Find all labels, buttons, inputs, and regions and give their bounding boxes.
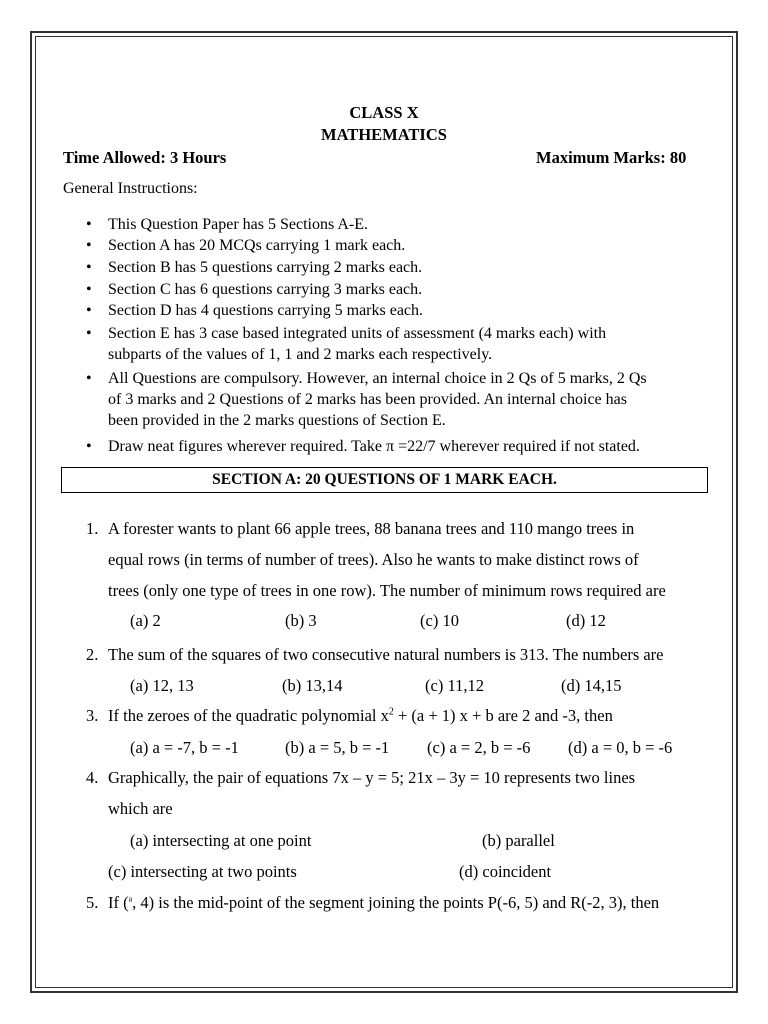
option-a: (a) 2 bbox=[130, 611, 161, 630]
maximum-marks: Maximum Marks: 80 bbox=[536, 148, 687, 167]
instruction-item: Draw neat figures wherever required. Take π =22/7 wherever required if not stated. bbox=[108, 438, 640, 455]
question-text: Graphically, the pair of equations 7x – y = 5; 21x – 3y = 10 represents two lines bbox=[108, 768, 636, 787]
instruction-item: Section D has 4 questions carrying 5 marks each. bbox=[108, 302, 424, 319]
instruction-item: Section E has 3 case based integrated units of assessment (4 marks each) with bbox=[108, 325, 607, 342]
bullet-icon: • bbox=[86, 438, 92, 455]
bullet-icon: • bbox=[86, 259, 92, 276]
section-a-heading: SECTION A: 20 QUESTIONS OF 1 MARK EACH. bbox=[61, 467, 708, 493]
bullet-icon: • bbox=[86, 237, 92, 254]
option-c: (c) 10 bbox=[420, 611, 459, 630]
question-text bbox=[108, 706, 613, 726]
question-text-end: , 4) is the mid-point of the segment joining the points P(-6, 5) and R(-2, 3), then bbox=[132, 893, 660, 912]
bullet-icon: • bbox=[86, 216, 92, 233]
class-title: CLASS X bbox=[349, 103, 419, 122]
instruction-item: All Questions are compulsory. However, an internal choice in 2 Qs of 5 marks, 2 Qs bbox=[108, 370, 647, 387]
time-allowed: Time Allowed: 3 Hours bbox=[63, 148, 227, 167]
instruction-item-cont: of 3 marks and 2 Questions of 2 marks has been provided. An internal choice has bbox=[108, 391, 627, 408]
option-a: (a) 12, 13 bbox=[130, 676, 194, 695]
question-number: 1. bbox=[86, 519, 99, 538]
bullet-icon: • bbox=[86, 302, 92, 319]
question-text: equal rows (in terms of number of trees). Also he wants to make distinct rows of bbox=[108, 550, 639, 569]
bullet-icon: • bbox=[86, 370, 92, 387]
option-d: (d) 14,15 bbox=[561, 676, 622, 695]
option-b: (b) a = 5, b = -1 bbox=[285, 738, 390, 757]
option-c: (c) a = 2, b = -6 bbox=[427, 738, 531, 757]
question-text: which are bbox=[108, 799, 173, 818]
question-text: A forester wants to plant 66 apple trees, 88 banana trees and 110 mango trees in bbox=[108, 519, 635, 538]
instruction-item: This Question Paper has 5 Sections A-E. bbox=[108, 216, 368, 233]
question-text-start: If ( bbox=[108, 893, 129, 912]
option-c: (c) 11,12 bbox=[425, 676, 484, 695]
question-text-start: If the zeroes of the quadratic polynomial x bbox=[108, 706, 389, 725]
instruction-item-cont: been provided in the 2 marks questions of Section E. bbox=[108, 412, 446, 429]
option-c: (c) intersecting at two points bbox=[108, 862, 297, 881]
instruction-item: Section B has 5 questions carrying 2 marks each. bbox=[108, 259, 423, 276]
instructions-heading: General Instructions: bbox=[63, 180, 198, 197]
question-number: 5. bbox=[86, 893, 99, 912]
question-text: trees (only one type of trees in one row). The number of minimum rows required are bbox=[108, 581, 666, 600]
question-number: 4. bbox=[86, 768, 99, 787]
bullet-icon: • bbox=[86, 281, 92, 298]
option-a: (a) a = -7, b = -1 bbox=[130, 738, 239, 757]
question-text: The sum of the squares of two consecutive natural numbers is 313. The numbers are bbox=[108, 645, 664, 664]
question-text-end: + (a + 1) x + b are 2 and -3, then bbox=[393, 706, 613, 725]
question-text bbox=[108, 893, 659, 913]
option-b: (b) 3 bbox=[285, 611, 317, 630]
question-number: 3. bbox=[86, 706, 99, 725]
exponent: 2 bbox=[388, 706, 394, 718]
instruction-item: Section C has 6 questions carrying 3 marks each. bbox=[108, 281, 423, 298]
superscript-symbol: a bbox=[128, 894, 133, 904]
option-d: (d) a = 0, b = -6 bbox=[568, 738, 673, 757]
instruction-item-cont: subparts of the values of 1, 1 and 2 marks each respectively. bbox=[108, 346, 493, 363]
option-d: (d) coincident bbox=[459, 862, 552, 881]
option-a: (a) intersecting at one point bbox=[130, 831, 312, 850]
instruction-item: Section A has 20 MCQs carrying 1 mark each. bbox=[108, 237, 406, 254]
option-d: (d) 12 bbox=[566, 611, 606, 630]
question-number: 2. bbox=[86, 645, 99, 664]
option-b: (b) 13,14 bbox=[282, 676, 343, 695]
subject-title: MATHEMATICS bbox=[321, 125, 447, 144]
bullet-icon: • bbox=[86, 325, 92, 342]
option-b: (b) parallel bbox=[482, 831, 555, 850]
